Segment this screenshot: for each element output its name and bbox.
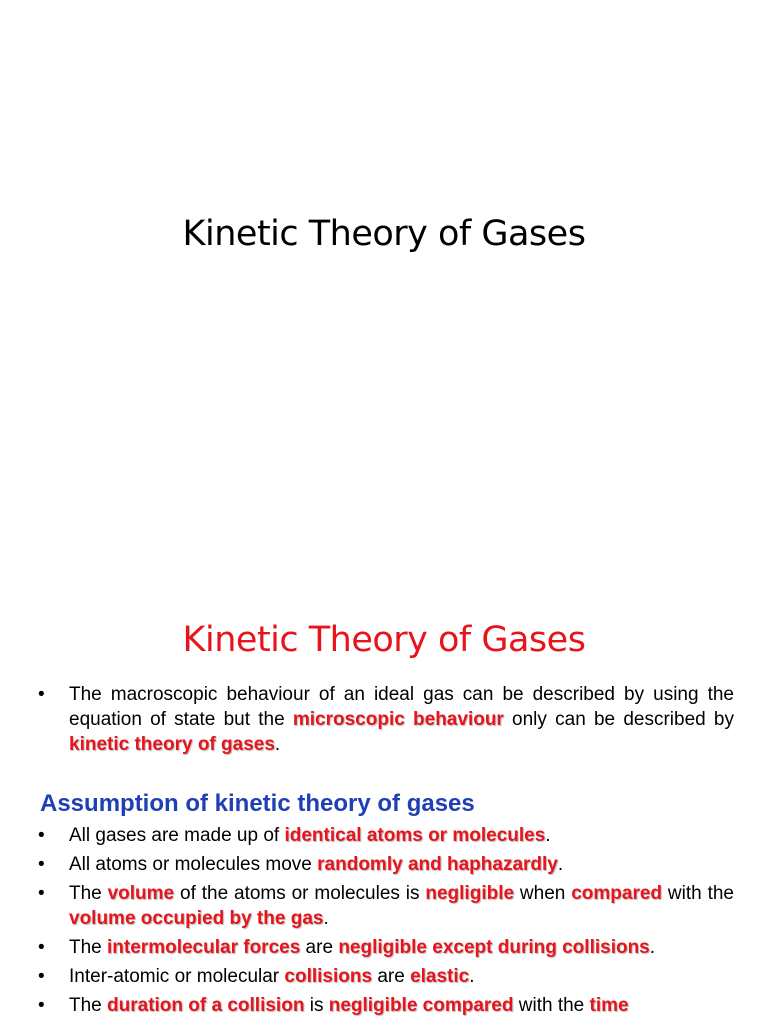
list-item <box>38 852 734 877</box>
item-highlight: time <box>589 995 629 1016</box>
item-text: are <box>372 966 411 987</box>
item-text: with the <box>662 883 734 904</box>
item-text: The <box>69 937 108 958</box>
intro-text: . <box>274 734 281 755</box>
bullet-icon: • <box>38 937 45 958</box>
item-highlight: identical atoms or molecules <box>284 825 546 846</box>
intro-highlight: kinetic theory of gases <box>69 734 275 755</box>
bullet-icon: • <box>38 684 45 705</box>
assumption-heading: Assumption of kinetic theory of gases <box>40 790 475 817</box>
bullet-icon: • <box>38 825 45 846</box>
item-text: Inter-atomic or molecular <box>69 966 285 987</box>
list-item <box>38 993 734 1018</box>
intro-highlight: microscopic behaviour <box>292 709 504 730</box>
item-highlight: negligible except during collisions <box>338 937 650 958</box>
bullet-icon: • <box>38 883 45 904</box>
list-item <box>38 935 734 960</box>
bullet-icon: • <box>38 854 45 875</box>
item-text: when <box>514 883 572 904</box>
bullet-icon: • <box>38 995 45 1016</box>
item-highlight: duration of a collision <box>107 995 305 1016</box>
item-text: . <box>557 854 564 875</box>
intro-bullet <box>38 682 734 757</box>
item-highlight: negligible <box>425 883 515 904</box>
bullet-icon: • <box>38 966 45 987</box>
item-highlight: volume <box>107 883 175 904</box>
item-text: are <box>300 937 339 958</box>
item-text: . <box>323 908 329 929</box>
list-item <box>38 964 734 989</box>
list-item <box>38 881 734 931</box>
slide-1-title: Kinetic Theory of Gases <box>182 214 586 254</box>
item-highlight: volume occupied by the gas <box>69 908 324 929</box>
item-text: . <box>469 966 475 987</box>
intro-paragraph <box>38 682 734 761</box>
item-highlight: collisions <box>284 966 373 987</box>
intro-text: The macroscopic behaviour of an ideal gas can be described by using the equation of state but the <box>69 684 734 730</box>
item-text: The <box>69 883 108 904</box>
item-text: The <box>69 995 108 1016</box>
item-highlight: randomly and haphazardly <box>317 854 558 875</box>
item-text: All atoms or molecules move <box>69 854 318 875</box>
intro-text: only can be described by <box>503 709 734 730</box>
item-text: . <box>545 825 551 846</box>
list-item <box>38 823 734 848</box>
slide-2-title: Kinetic Theory of Gases <box>182 620 586 660</box>
assumption-list <box>38 823 734 1022</box>
item-highlight: intermolecular forces <box>107 937 301 958</box>
item-text: of the atoms or molecules is <box>174 883 426 904</box>
item-text: with the <box>513 995 590 1016</box>
item-text: . <box>649 937 656 958</box>
item-text: is <box>304 995 329 1016</box>
item-highlight: compared <box>571 883 663 904</box>
item-highlight: negligible compared <box>328 995 514 1016</box>
item-text: All gases are made up of <box>69 825 285 846</box>
item-highlight: elastic <box>410 966 470 987</box>
